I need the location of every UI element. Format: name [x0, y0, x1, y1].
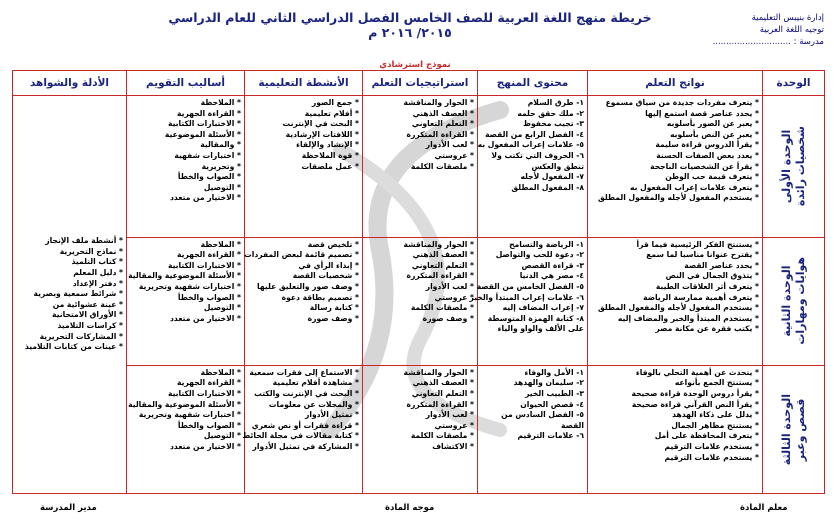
- list-item: * وصف صورة: [307, 313, 359, 323]
- list-item: ١- الأمل والوفاء: [524, 367, 584, 377]
- list-item: * عينة عشوائية من: [52, 299, 123, 309]
- list-item: ٥- الفصل الخامس من القصة: [476, 282, 584, 292]
- list-item: * القراءة المتكررة: [406, 129, 474, 139]
- list-item: ٢- ملك حقق حلمه: [517, 108, 584, 118]
- list-item: * الاختيار من متعدد: [170, 193, 241, 203]
- unit-cell: [763, 365, 825, 493]
- strategies-cell: [363, 365, 478, 493]
- list-item: ٤- قصص الحيوان: [520, 399, 584, 409]
- list-item: * يقرأ دروس الوحدة قراءة صحيحة: [631, 389, 759, 399]
- list-item: * الأسئلة الموضوعية: [164, 129, 241, 139]
- content-list: [477, 98, 584, 193]
- list-item: ٣- الطبيب الخير: [525, 389, 584, 399]
- list-item: ٧- إعراب المضاف إليه: [502, 303, 584, 313]
- assessment-cell: [127, 365, 245, 493]
- admin-name: إدارة بنيبس التعليمية: [751, 13, 824, 23]
- list-item: * عمل ملصقات: [301, 161, 359, 171]
- list-item: ٧- المفعول لأجله: [520, 172, 584, 182]
- list-item: * يقرأ الدروس قراءة سليمة: [655, 140, 759, 150]
- list-item: * ملصقات الكلمة: [410, 303, 474, 313]
- assessment-list: [130, 98, 241, 204]
- unit-title-line: الوحدة الثانية: [779, 265, 793, 337]
- list-item: * يستنتج مظاهر الجمال: [671, 420, 759, 430]
- list-item: * الاكتشاف: [432, 441, 474, 451]
- list-item: * كراسات التلاميذ: [57, 320, 123, 330]
- list-item: * وصف صور والتعليق عليها: [257, 282, 359, 292]
- page-title: خريطة منهج اللغة العربية للصف الخامس الفصل الدراسي الثاني للعام الدراسي ٢٠١٥/ ٢٠١٦ م: [168, 10, 652, 40]
- col-unit: الوحدة: [763, 71, 825, 96]
- outcomes-list: [591, 240, 759, 335]
- list-item: * التعلم التعاوني: [411, 260, 474, 270]
- list-item: * وتحريرية: [201, 161, 241, 171]
- school-line: مدرسة : .............................: [712, 37, 824, 47]
- list-item: * الأوراق الامتحانية: [52, 310, 123, 320]
- list-item: * يستنتج الفكر الرئيسية فيما قرأ: [636, 239, 759, 249]
- unit-title: [780, 394, 808, 465]
- table-header-row: [13, 71, 825, 96]
- activities-cell: [245, 96, 363, 238]
- list-item: * القراءة الجهرية: [177, 378, 241, 388]
- list-item: * التوصيل: [203, 303, 241, 313]
- assessment-cell: [127, 237, 245, 365]
- table-row: [13, 96, 825, 238]
- evidence-cell: [13, 96, 127, 494]
- list-item: * قوة الملاحظة: [301, 150, 359, 160]
- outcomes-list: [591, 368, 759, 463]
- list-item: * وصف صورة: [422, 313, 474, 323]
- col-outcomes: نواتج التعلم: [588, 71, 763, 96]
- list-item: * يحدد عناصر القصة: [684, 260, 759, 270]
- list-item: ٨- المفعول المطلق: [511, 182, 584, 192]
- department-name: توجيه اللغة العربية: [759, 25, 824, 35]
- list-item: * قراءة فقرات أو نص شعري: [251, 420, 359, 430]
- list-item: ٦- الحروف التي تكتب ولا: [491, 150, 584, 160]
- list-item: * الصواب والخطأ: [177, 172, 241, 182]
- list-item: ٨- كتابة الهمزة المتوسطة: [487, 313, 584, 323]
- list-item: ٦- علامات الترقيم: [517, 431, 584, 441]
- list-item: * يتعرف أثر العلاقات الطيبة: [655, 282, 759, 292]
- list-item: * يعبر عن الصور بأسلوبه: [666, 119, 759, 129]
- list-item: * يحدد عناصر قصة استمع إليها: [645, 108, 759, 118]
- list-item: * الاختيار من متعدد: [170, 441, 241, 451]
- list-item: ٢- سليمان والهدهد: [513, 378, 584, 388]
- col-content: محتوى المنهج: [478, 71, 588, 96]
- unit-title-line: قصص وعبر: [793, 398, 807, 461]
- outcomes-list: [591, 98, 759, 204]
- list-item: * تمثيل الأدوار: [304, 410, 359, 420]
- list-item: * أفلام تعليمية: [304, 108, 359, 118]
- list-item: * العصف الذهني: [412, 108, 474, 118]
- list-item: * لعب الأدوار: [425, 410, 474, 420]
- teacher-signature: معلم المادة: [740, 503, 788, 513]
- list-item: * العصف الذهني: [412, 250, 474, 260]
- list-item: * والمجلات عن معلومات: [268, 399, 359, 409]
- list-item: * التعلم التعاوني: [411, 389, 474, 399]
- list-item: * يقرأ عن الشخصيات الناجحة: [650, 161, 759, 171]
- list-item: * كتاب التلميذ: [71, 257, 123, 267]
- list-item: * يتذوق الجمال في النص: [665, 271, 759, 281]
- assessment-list: [130, 368, 241, 453]
- col-assessment: أساليب التقويم: [127, 71, 245, 96]
- list-item: * الاختيار من متعدد: [170, 313, 241, 323]
- curriculum-table: [12, 70, 825, 494]
- list-item: * الحوار والمناقشة: [403, 367, 474, 377]
- list-item: * عروستي: [434, 292, 474, 302]
- list-item: * عروستي: [434, 150, 474, 160]
- list-item: * المشاركات التحريرية: [39, 331, 123, 341]
- list-item: ٣- قراءة القصص: [521, 260, 584, 270]
- list-item: * القراءة الجهرية: [177, 108, 241, 118]
- list-item: * القراءة الجهرية: [177, 250, 241, 260]
- list-item: * يستنتج الجمع بأنواعه: [674, 378, 759, 388]
- list-item: * الاختبارات الكتابية: [167, 389, 241, 399]
- list-item: * القراءة المتكررة: [406, 271, 474, 281]
- list-item: * الاستماع إلى فقرات سمعية: [249, 367, 359, 377]
- outcomes-cell: [588, 365, 763, 493]
- list-item: * البحث في الإنترنت والكتب: [254, 389, 359, 399]
- principal-signature: مدير المدرسة: [40, 503, 97, 513]
- list-item: * الأسئلة الموضوعية والمقالية: [128, 271, 241, 281]
- list-item: * القراءة المتكررة: [406, 399, 474, 409]
- outcomes-cell: [588, 96, 763, 238]
- list-item: * العصف الذهني: [412, 378, 474, 388]
- list-item: * يتحدث عن أهمية التحلي بالوفاء: [635, 367, 759, 377]
- list-item: ٢- دعوة للحب والتواصل: [495, 250, 584, 260]
- list-item: * يتعرف المحافظة على أمل: [654, 431, 759, 441]
- list-item: * يتعرف أهمية ممارسة الرياضة: [643, 292, 759, 302]
- list-item: * ملصقات الكلمة: [410, 431, 474, 441]
- list-item: * جمع الصور: [311, 98, 359, 107]
- list-item: * تصميم قائمة لبعض المفردات: [244, 250, 359, 260]
- list-item: ١- الرياضة والتسامح: [509, 239, 584, 249]
- unit-title-line: هوايات ومهارات: [793, 257, 807, 346]
- list-item: * كتابة مقالات في مجلة الحائط: [242, 431, 359, 441]
- list-item: * الأسئلة الموضوعية والمقالية: [128, 399, 241, 409]
- content-cell: [478, 365, 588, 493]
- list-item: * لعب الأدوار: [425, 282, 474, 292]
- activities-cell: [242, 365, 363, 493]
- list-item: * يتعرف علامات إعراب المفعول به: [630, 182, 759, 192]
- list-item: * شرائط سمعية وبصرية: [33, 289, 123, 299]
- list-item: * يستخدم المبتدأ والخبر والمضاف إليه: [617, 313, 759, 323]
- list-item: * يقرأ النص القرآني قراءة صحيحة: [631, 399, 759, 409]
- unit-title: [780, 126, 808, 206]
- content-cell: [469, 237, 588, 365]
- activities-cell: [245, 237, 363, 365]
- list-item: * اللافتات الإرشادية: [285, 129, 359, 139]
- list-item: * اختبارات شفهية: [174, 150, 241, 160]
- list-item: * شخصيات القصة: [292, 271, 359, 281]
- list-item: * دليل المعلم: [73, 268, 123, 278]
- table-row: [13, 365, 825, 493]
- list-item: * الحوار والمناقشة: [403, 239, 474, 249]
- list-item: * عروستي: [434, 420, 474, 430]
- list-item: * لعب الأدوار: [425, 140, 474, 150]
- list-item: * الاختبارات الكتابية: [167, 119, 241, 129]
- unit-cell: [763, 237, 825, 365]
- supervisor-signature: موجه المادة: [385, 503, 435, 513]
- sample-label: نموذج استرشادي: [379, 60, 451, 70]
- list-item: * اختبارات شفهية وتحريرية: [138, 282, 241, 292]
- list-item: * الصواب والخطأ: [177, 292, 241, 302]
- content-list: [469, 239, 584, 335]
- unit-cell: [763, 96, 825, 238]
- list-item: * البحث في الإنترنت: [282, 119, 359, 129]
- list-item: * التعلم التعاوني: [411, 119, 474, 129]
- header-info: [654, 12, 824, 48]
- assessment-cell: [127, 96, 245, 238]
- strategies-cell: [363, 237, 478, 365]
- list-item: * الاختبارات الكتابية: [167, 260, 241, 270]
- list-item: ١- طرق السلام: [527, 98, 584, 107]
- list-item: * يستخدم علامات الترقيم: [664, 441, 759, 451]
- list-item: * التوصيل: [203, 431, 241, 441]
- list-item: القصة: [560, 420, 584, 430]
- list-item: * يعبر عن النص بأسلوبه: [670, 129, 759, 139]
- table-row: [13, 237, 825, 365]
- list-item: * يدلل على ذكاء الهدهد: [672, 410, 759, 420]
- list-item: * التوصيل: [203, 182, 241, 192]
- assessment-list: [130, 240, 241, 325]
- unit-title-line: الوحدة الأولى: [779, 129, 793, 204]
- list-item: * مشاهدة أفلام تعليمية: [272, 378, 359, 388]
- strategies-list: [366, 368, 474, 453]
- list-item: * يقترح عنوانا مناسبا لما سمع: [646, 250, 759, 260]
- list-item: تنطق والعكس: [531, 161, 584, 171]
- col-activities: الأنشطة التعليمية: [245, 71, 363, 96]
- list-item: ٥- الفصل السادس من: [501, 410, 584, 420]
- strategies-cell: [363, 96, 478, 238]
- list-item: ٥- علامات إعراب المفعول به: [477, 140, 584, 150]
- school-label: مدرسة :: [793, 37, 824, 47]
- list-item: * يكتب فقرة عن مكانة مصر: [655, 324, 759, 334]
- list-item: * الملاحظة: [200, 239, 241, 249]
- list-item: * اختبارات شفهية وتحريرية: [138, 410, 241, 420]
- list-item: * إبداء الرأي في: [298, 260, 359, 270]
- list-item: * يتعرف قيمة حب الوطن: [665, 172, 759, 182]
- list-item: * عينات من كتابات التلاميذ: [24, 342, 123, 352]
- unit-title-line: شخصيات رائدة: [793, 126, 807, 207]
- unit-title: [780, 257, 808, 345]
- list-item: * ملصقات الكلمة: [410, 161, 474, 171]
- list-item: * يتعرف مفردات جديدة من سياق مسموع: [605, 98, 759, 107]
- list-item: * الملاحظة: [200, 98, 241, 107]
- list-item: * يستخدم المفعول لأجله والمفعول المطلق: [597, 193, 759, 203]
- list-item: * الملاحظة: [200, 367, 241, 377]
- list-item: * نماذج التحريرية: [59, 246, 123, 256]
- list-item: ٣- تجيب محفوظ: [523, 119, 584, 129]
- activities-list: [244, 239, 359, 325]
- list-item: * دفتر الإعداد: [72, 278, 123, 288]
- list-item: ٤- الفصل الرابع من القصة: [485, 129, 584, 139]
- outcomes-cell: [588, 237, 763, 365]
- col-evidence: الأدلة والشواهد: [13, 71, 127, 96]
- strategies-list: [366, 240, 474, 325]
- list-item: ٤- مصر هي الدنيا: [519, 271, 584, 281]
- unit-title-line: الوحدة الثالثة: [779, 393, 793, 466]
- list-item: * الإنشاد والإلقاء: [296, 140, 359, 150]
- content-cell: [478, 96, 588, 238]
- strategies-list: [366, 98, 474, 172]
- list-item: * تلخيص قصة: [307, 239, 359, 249]
- list-item: * يستخدم علامات الترقيم: [664, 452, 759, 462]
- list-item: * المشاركة في تمثيل الأدوار: [252, 441, 359, 451]
- list-item: * الحوار والمناقشة: [403, 98, 474, 107]
- list-item: * والمقالية: [200, 140, 241, 150]
- list-item: * تصميم بطاقة دعوة: [281, 292, 359, 302]
- col-strategies: استراتيجيات التعلم: [363, 71, 478, 96]
- list-item: على الألف والواو والياء: [497, 324, 584, 334]
- activities-list: [248, 98, 359, 172]
- activities-list: [242, 367, 359, 453]
- list-item: * أنشطة ملف الإنجاز: [45, 236, 123, 246]
- list-item: * يعدد بعض الصفات الحسنة: [656, 150, 759, 160]
- list-item: ٦- علامات إعراب المبتدأ والخبر: [469, 292, 584, 302]
- list-item: * كتابة رسالة: [309, 303, 359, 313]
- list-item: * يستخدم المفعول لأجله والمفعول المطلق: [597, 303, 759, 313]
- list-item: * الصواب والخطأ: [177, 420, 241, 430]
- evidence-list: [16, 236, 123, 353]
- content-list: [481, 368, 584, 442]
